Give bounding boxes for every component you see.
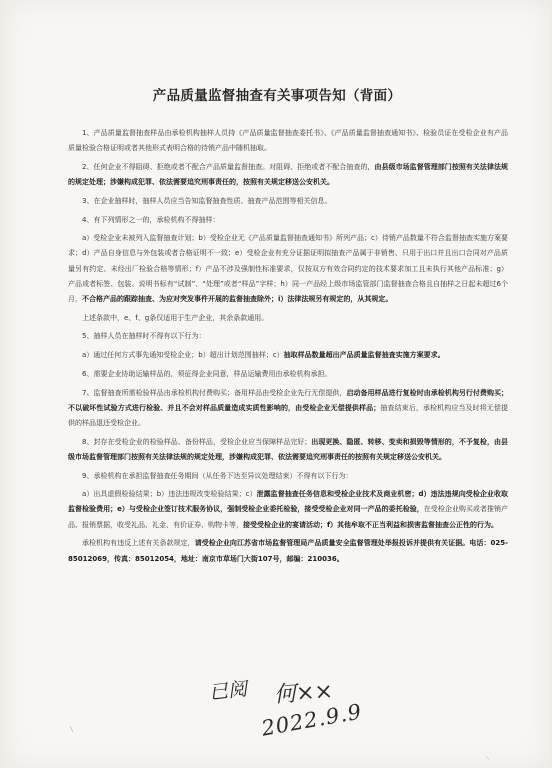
paragraph-5: 5、抽样人员在抽样时不得有以下行为：: [82, 332, 206, 341]
paragraph-2-text: 2、任何企业不得阻碍、拒绝或者不配合产品质量监督抽查。对阻碍、拒绝或者不配合抽查的，: [82, 162, 375, 171]
paragraph-6: 6、需要企业协助运输样品的，须征得企业同意，样品运输费用由承检机构承担。: [82, 369, 332, 378]
paragraph-9: 9、承检机构在承担监督抽查任务期间（从任务下达至异议处理结束）不得有以下行为：: [82, 471, 353, 480]
paragraph-3: 3、在企业抽样时，抽样人员应当告知监督抽查性质、抽查产品范围等相关信息。: [82, 196, 332, 205]
paragraph-9-items-bold: 泄露监督抽查任务信息和受检企业技术及商业机密；d）违法违规向受检企业收取监督检验费用；e）与受检企业签订技术服务协议，强制受检企业委托检验，接受受检企业对同一产品的委托检验，: [68, 490, 508, 514]
paragraph-10: [68, 536, 508, 566]
paragraph-9-items-text: a）出具虚假检验结果；b）违法违规改变检验结果；c）: [82, 490, 257, 499]
handwritten-signature-1: 已阅: [208, 678, 249, 704]
paragraph-5-items: [68, 348, 508, 363]
paragraph-7-bold: 启动备用样品进行复检时由承检机构另行付费购买；不以破坏性试验方式进行检验、并且不会对样品质量造成实质性影响的，由受检企业无偿提供样品；: [68, 388, 509, 412]
paragraph-2: [68, 160, 508, 190]
document-page: [4, 0, 550, 768]
handwritten-date: 2022.9.9: [259, 699, 364, 741]
paragraph-9-items-bold-2: 接受受检企业的宴请活动；f）其他牟取不正当利益和损害监督抽查公正性的行为。: [243, 520, 499, 529]
paragraph-2-bold: 由县级市场监督管理部门按照有关法律法规的规定处理；涉嫌构成犯罪、依法需要追究刑事责任的，按照有关规定移送公安机关。: [68, 162, 509, 187]
paragraph-7: [68, 386, 508, 432]
paragraph-4-note: 上述条款中，e、f、g条仅适用于生产企业，其余条款通用。: [82, 313, 269, 322]
handwritten-signature-2: 何××: [273, 678, 334, 709]
paragraph-4-items-bold: 不合格产品的跟踪抽查、为应对突发事件开展的监督抽查除外；i）法律法规另有规定的，从其规定。: [82, 295, 393, 304]
paragraph-4-items-text: a）受检企业未被列入监督抽查计划；b）受检企业无《产品质量监督抽查通知书》所列产品；c）待销产品数量不符合监督抽查实施方案要求；d）产品自身信息与外包装或者合格证明不一致；e）受检企业有充分证据证明拟抽查产品属于非销售、只用于出口并且出口合同对产品质量另有约定、未经出厂检验合格等情形；f）产品不涉及强制性标准要求，仅按双方有效合同约定的技术要求加工且未执行其他产品标准；g）产品或者标签、包装、说明书标有“试制”、“处理”或者“样品”字样；h）同一产品经上级市场监管部门监督抽查合格且自抽样之日起未超过6个月，: [68, 234, 508, 304]
document-body: [68, 126, 508, 570]
paragraph-4: 4、有下列情形之一的，承检机构不得抽样：: [82, 215, 220, 224]
paragraph-9-items-mid: 在受检企业购买或者推销产品、报销票据，收受礼品、礼金、有价证券、购物卡等，: [68, 505, 509, 529]
paragraph-5-items-bold: 抽取样品数量超出产品质量监督抽查实施方案要求。: [283, 351, 445, 360]
document-title: 产品质量监督抽查有关事项告知（背面）: [152, 88, 402, 104]
paragraph-7-text: 7、监督抽查所需检验样品由承检机构付费购买；备用样品由受检企业先行无偿提供，: [82, 388, 347, 397]
paragraph-8-bold: 出现更换、隐匿、转移、变卖和损毁等情形的，不予复检，由县级市场监督管理部门按照有关法律法规的规定处理，涉嫌构成犯罪、依法需要追究刑事责任的按照有关规定移送公安机关。: [68, 437, 509, 461]
paragraph-10-text: 承检机构有违反上述有关条款规定，: [82, 539, 195, 548]
paragraph-4-items: [68, 231, 508, 307]
paragraph-9-items: [68, 487, 508, 533]
paragraph-10-contact: 电话：025-85012069，传真：85012054，地址：南京市草场门大街107号，邮编：210036。: [68, 539, 509, 563]
paragraph-7-tail: 抽查结束后，承检机构应当及时将无偿提供的样品退还受检企业。: [68, 403, 509, 427]
paragraph-8-text: 8、封存在受检企业的检验样品、备份样品，受检企业应当保障样品完好；: [82, 437, 312, 446]
paragraph-8: [68, 435, 508, 465]
paragraph-5-items-text: a）通过任何方式事先通知受检企业；b）超出计划范围抽样；c）: [82, 351, 284, 360]
paragraph-1: 1、产品质量监督抽查样品由承检机构抽样人员持《产品质量监督抽查委托书》、《产品质量监督抽查通知书》、检验员证在受检企业有产品质量检验合格证明或者其他形式表明合格的待销产品中随机抽取。: [68, 129, 508, 153]
paragraph-10-bold: 请受检企业向江苏省市场监督管理局产品质量安全监督管理处举报投诉并提供有关证据。: [194, 539, 470, 548]
